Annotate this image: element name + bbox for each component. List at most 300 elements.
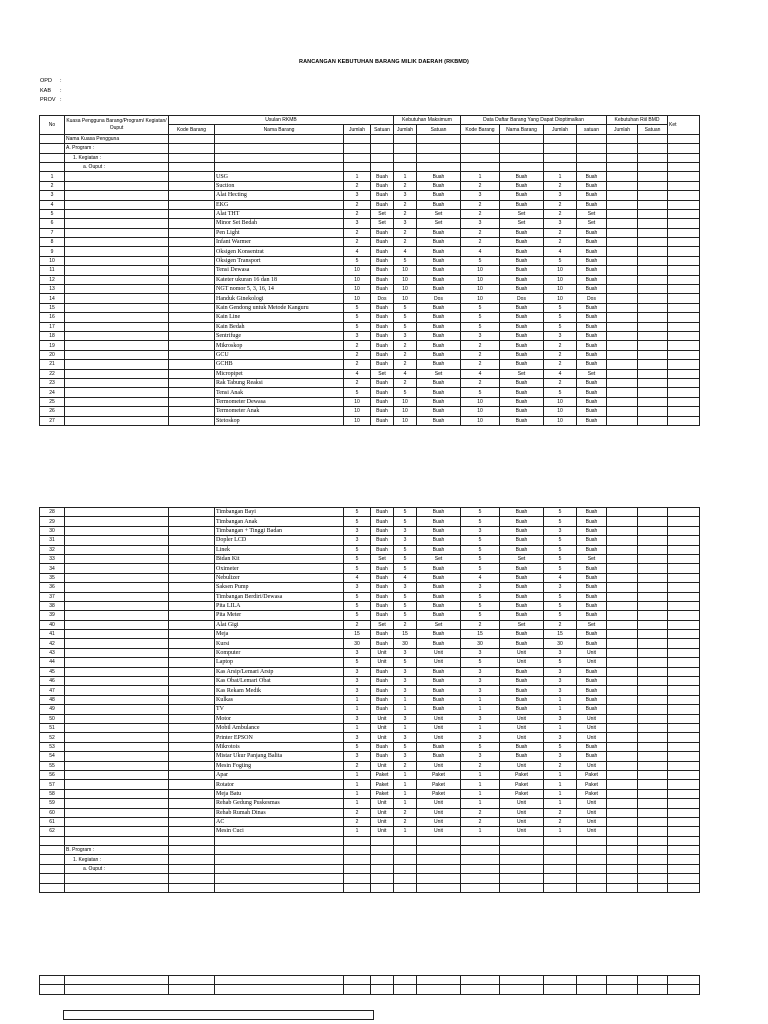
riil-jumlah	[607, 583, 638, 592]
empty-cell	[371, 883, 394, 892]
riil-satuan	[638, 592, 668, 601]
empty-cell	[461, 864, 500, 873]
riil-satuan: Buah	[577, 303, 607, 312]
kuasa-cell	[65, 761, 169, 770]
maks-jumlah: 5	[394, 517, 417, 526]
table-row	[40, 172, 700, 181]
optimal-jumlah: 2	[461, 341, 500, 350]
empty-cell	[344, 864, 371, 873]
optimal-jumlah: 3	[461, 667, 500, 676]
empty-cell	[215, 846, 344, 855]
riil-satuan: Buah	[577, 322, 607, 331]
row-no: 11	[40, 266, 65, 275]
riil-satuan	[638, 545, 668, 554]
riil-satuan: Paket	[577, 789, 607, 798]
kode-barang-cell	[169, 601, 215, 610]
usulan-jumlah: 2	[344, 341, 371, 350]
ket-cell	[668, 808, 700, 817]
nama-barang-cell: Alat Gigi	[215, 620, 344, 629]
empty-cell	[638, 144, 668, 153]
empty-cell	[215, 153, 344, 162]
empty-cell	[344, 976, 371, 985]
table-row	[40, 228, 700, 237]
riil-satuan	[638, 322, 668, 331]
table-row	[40, 294, 700, 303]
maks-satuan: Buah	[417, 526, 461, 535]
riil-jumlah	[607, 817, 638, 826]
empty-cell	[607, 883, 638, 892]
riil-satuan: Buah	[577, 705, 607, 714]
usulan-satuan: Buah	[371, 228, 394, 237]
usulan-satuan: Unit	[371, 799, 394, 808]
riil-satuan	[638, 350, 668, 359]
nama-barang-cell: Meja	[215, 630, 344, 639]
riil-jumlah: 4	[544, 573, 577, 582]
nama-barang-cell: Apar	[215, 770, 344, 779]
riil-satuan: Buah	[577, 752, 607, 761]
nama-barang-cell: Motor	[215, 714, 344, 723]
usulan-satuan: Buah	[371, 397, 394, 406]
riil-jumlah	[607, 209, 638, 218]
optimal-satuan: Buah	[500, 416, 544, 425]
maks-jumlah: 1	[394, 695, 417, 704]
nama-barang-cell: Oximeter	[215, 564, 344, 573]
optimal-jumlah: 30	[461, 639, 500, 648]
empty-cell	[169, 846, 215, 855]
usulan-satuan: Buah	[371, 350, 394, 359]
usulan-satuan: Buah	[371, 526, 394, 535]
kode-barang-cell	[169, 592, 215, 601]
riil-jumlah: 5	[544, 742, 577, 751]
riil-jumlah	[607, 630, 638, 639]
riil-jumlah: 10	[544, 407, 577, 416]
row-no: 36	[40, 583, 65, 592]
usulan-jumlah: 1	[344, 789, 371, 798]
optimal-jumlah: 2	[461, 761, 500, 770]
usulan-jumlah: 4	[344, 573, 371, 582]
empty-cell	[344, 883, 371, 892]
usulan-jumlah: 2	[344, 350, 371, 359]
maks-jumlah: 4	[394, 369, 417, 378]
empty-cell	[344, 985, 371, 994]
kuasa-cell	[65, 714, 169, 723]
row-no: 27	[40, 416, 65, 425]
table-row	[40, 630, 700, 639]
kode-barang-cell	[169, 827, 215, 836]
empty-cell	[371, 976, 394, 985]
nama-barang-cell: Timbangan Anak	[215, 517, 344, 526]
empty-cell	[607, 985, 638, 994]
nama-barang-cell: Rehab Rumah Dinas	[215, 808, 344, 817]
row-no: 47	[40, 686, 65, 695]
usulan-jumlah: 3	[344, 752, 371, 761]
kode-barang-cell	[169, 369, 215, 378]
kuasa-cell	[65, 350, 169, 359]
table-row	[40, 827, 700, 836]
ket-cell	[668, 658, 700, 667]
maks-jumlah: 2	[394, 200, 417, 209]
nama-barang-cell: Alat Hecting	[215, 191, 344, 200]
ket-cell	[668, 695, 700, 704]
riil-satuan: Buah	[577, 256, 607, 265]
riil-jumlah: 10	[544, 416, 577, 425]
kode-barang-cell	[169, 667, 215, 676]
maks-satuan: Paket	[417, 780, 461, 789]
ket-cell	[668, 761, 700, 770]
empty-cell	[638, 864, 668, 873]
usulan-satuan: Unit	[371, 648, 394, 657]
kuasa-cell	[65, 508, 169, 517]
kode-barang-cell	[169, 799, 215, 808]
riil-jumlah: 10	[544, 275, 577, 284]
usulan-jumlah: 5	[344, 508, 371, 517]
usulan-satuan: Buah	[371, 322, 394, 331]
ket-cell	[668, 360, 700, 369]
header-no: No	[40, 116, 65, 135]
usulan-jumlah: 15	[344, 630, 371, 639]
row-no: 41	[40, 630, 65, 639]
usulan-satuan: Unit	[371, 714, 394, 723]
ket-cell	[668, 397, 700, 406]
optimal-jumlah: 3	[461, 526, 500, 535]
usulan-jumlah: 3	[344, 677, 371, 686]
riil-satuan	[638, 191, 668, 200]
riil-satuan	[638, 761, 668, 770]
riil-satuan: Buah	[577, 508, 607, 517]
usulan-jumlah: 5	[344, 554, 371, 563]
riil-jumlah: 5	[544, 601, 577, 610]
riil-jumlah	[607, 378, 638, 387]
optimal-satuan: Set	[500, 554, 544, 563]
riil-jumlah	[607, 808, 638, 817]
row-no: 16	[40, 313, 65, 322]
usulan-jumlah: 2	[344, 181, 371, 190]
usulan-jumlah: 10	[344, 294, 371, 303]
ket-cell	[668, 554, 700, 563]
kuasa-cell	[65, 247, 169, 256]
maks-satuan: Buah	[417, 303, 461, 312]
row-no: 21	[40, 360, 65, 369]
riil-jumlah	[607, 554, 638, 563]
riil-jumlah	[607, 285, 638, 294]
row-no: 62	[40, 827, 65, 836]
riil-jumlah	[607, 350, 638, 359]
empty-cell	[461, 153, 500, 162]
empty-cell	[500, 144, 544, 153]
maks-jumlah: 1	[394, 770, 417, 779]
nama-barang-cell: Suction	[215, 181, 344, 190]
empty-cell	[544, 153, 577, 162]
usulan-jumlah: 5	[344, 611, 371, 620]
empty-cell	[607, 976, 638, 985]
maks-jumlah: 1	[394, 827, 417, 836]
riil-satuan: Set	[577, 369, 607, 378]
usulan-satuan: Buah	[371, 238, 394, 247]
optimal-jumlah: 3	[461, 219, 500, 228]
riil-jumlah: 2	[544, 350, 577, 359]
riil-jumlah: 4	[544, 247, 577, 256]
empty-cell	[371, 836, 394, 845]
riil-satuan	[638, 331, 668, 340]
kuasa-cell	[65, 526, 169, 535]
kuasa-cell	[65, 611, 169, 620]
maks-satuan: Buah	[417, 378, 461, 387]
riil-satuan: Unit	[577, 733, 607, 742]
ket-cell	[668, 611, 700, 620]
nama-barang-cell: USG	[215, 172, 344, 181]
empty-cell	[394, 153, 417, 162]
usulan-jumlah: 30	[344, 639, 371, 648]
maks-satuan: Buah	[417, 677, 461, 686]
maks-jumlah: 2	[394, 350, 417, 359]
usulan-jumlah: 2	[344, 620, 371, 629]
table-row	[40, 733, 700, 742]
riil-jumlah: 5	[544, 303, 577, 312]
table-row	[40, 416, 700, 425]
table-row	[40, 191, 700, 200]
maks-satuan: Unit	[417, 799, 461, 808]
riil-satuan	[638, 369, 668, 378]
ket-cell	[668, 686, 700, 695]
ket-cell	[668, 789, 700, 798]
optimal-jumlah: 2	[461, 360, 500, 369]
empty-cell	[215, 976, 344, 985]
empty-cell	[40, 144, 65, 153]
row-no: 14	[40, 294, 65, 303]
usulan-jumlah: 2	[344, 360, 371, 369]
maks-satuan: Buah	[417, 601, 461, 610]
kuasa-cell	[65, 658, 169, 667]
usulan-jumlah: 5	[344, 545, 371, 554]
table-row	[40, 761, 700, 770]
row-no: 57	[40, 780, 65, 789]
header-satuan: Satuan	[417, 125, 461, 134]
empty-cell	[668, 153, 700, 162]
empty-cell	[638, 855, 668, 864]
ket-cell	[668, 601, 700, 610]
usulan-satuan: Buah	[371, 592, 394, 601]
rkbmd-table-page2	[39, 507, 700, 893]
usulan-satuan: Buah	[371, 705, 394, 714]
optimal-jumlah: 10	[461, 285, 500, 294]
optimal-satuan: Buah	[500, 686, 544, 695]
kode-barang-cell	[169, 360, 215, 369]
riil-satuan	[638, 808, 668, 817]
riil-jumlah: 1	[544, 827, 577, 836]
table-row	[40, 388, 700, 397]
empty-cell	[638, 985, 668, 994]
kode-barang-cell	[169, 658, 215, 667]
ket-cell	[668, 592, 700, 601]
usulan-jumlah: 2	[344, 228, 371, 237]
nama-barang-cell: Minor Set Bedah	[215, 219, 344, 228]
usulan-satuan: Buah	[371, 508, 394, 517]
optimal-satuan: Buah	[500, 583, 544, 592]
riil-satuan	[638, 677, 668, 686]
maks-satuan: Buah	[417, 564, 461, 573]
empty-cell	[668, 162, 700, 171]
kuasa-cell	[65, 331, 169, 340]
riil-jumlah: 5	[544, 517, 577, 526]
riil-jumlah: 2	[544, 209, 577, 218]
optimal-satuan: Buah	[500, 388, 544, 397]
usulan-satuan: Unit	[371, 723, 394, 732]
optimal-jumlah: 10	[461, 266, 500, 275]
row-no: 45	[40, 667, 65, 676]
maks-satuan: Buah	[417, 573, 461, 582]
usulan-jumlah: 5	[344, 564, 371, 573]
kode-barang-cell	[169, 723, 215, 732]
riil-jumlah: 5	[544, 554, 577, 563]
optimal-satuan: Unit	[500, 714, 544, 723]
maks-satuan: Buah	[417, 191, 461, 200]
riil-satuan	[638, 228, 668, 237]
maks-satuan: Buah	[417, 341, 461, 350]
empty-cell	[638, 836, 668, 845]
riil-satuan: Buah	[577, 266, 607, 275]
usulan-satuan: Buah	[371, 686, 394, 695]
meta-label: OPD	[40, 78, 52, 84]
table-row	[40, 583, 700, 592]
kuasa-cell	[65, 770, 169, 779]
riil-jumlah	[607, 517, 638, 526]
riil-jumlah: 3	[544, 714, 577, 723]
maks-jumlah: 5	[394, 508, 417, 517]
riil-satuan	[638, 247, 668, 256]
riil-jumlah: 5	[544, 564, 577, 573]
riil-satuan: Buah	[577, 247, 607, 256]
riil-jumlah	[607, 714, 638, 723]
maks-jumlah: 3	[394, 583, 417, 592]
optimal-satuan: Buah	[500, 303, 544, 312]
optimal-jumlah: 5	[461, 388, 500, 397]
maks-jumlah: 2	[394, 181, 417, 190]
kuasa-cell	[65, 181, 169, 190]
empty-cell	[169, 144, 215, 153]
table-row	[40, 275, 700, 284]
empty-cell	[500, 836, 544, 845]
riil-satuan	[638, 742, 668, 751]
optimal-satuan: Buah	[500, 285, 544, 294]
riil-jumlah: 3	[544, 583, 577, 592]
optimal-satuan: Buah	[500, 256, 544, 265]
maks-satuan: Unit	[417, 648, 461, 657]
maks-jumlah: 5	[394, 554, 417, 563]
kode-barang-cell	[169, 508, 215, 517]
maks-satuan: Buah	[417, 686, 461, 695]
maks-jumlah: 5	[394, 545, 417, 554]
empty-cell	[577, 144, 607, 153]
empty-cell	[461, 985, 500, 994]
kuasa-cell	[65, 742, 169, 751]
empty-cell	[607, 846, 638, 855]
maks-satuan: Unit	[417, 733, 461, 742]
nama-barang-cell: Kursi	[215, 639, 344, 648]
ket-cell	[668, 378, 700, 387]
optimal-satuan: Buah	[500, 247, 544, 256]
optimal-jumlah: 2	[461, 238, 500, 247]
riil-satuan	[638, 285, 668, 294]
maks-satuan: Buah	[417, 181, 461, 190]
maks-jumlah: 2	[394, 238, 417, 247]
header-ket: Ket	[668, 116, 700, 135]
row-no: 39	[40, 611, 65, 620]
usulan-satuan: Buah	[371, 266, 394, 275]
optimal-jumlah: 5	[461, 601, 500, 610]
empty-cell	[638, 134, 668, 143]
optimal-satuan: Dos	[500, 294, 544, 303]
empty-cell	[215, 836, 344, 845]
riil-jumlah: 3	[544, 648, 577, 657]
optimal-jumlah: 2	[461, 228, 500, 237]
empty-cell	[169, 874, 215, 883]
usulan-jumlah: 1	[344, 799, 371, 808]
riil-satuan: Buah	[577, 360, 607, 369]
riil-jumlah	[607, 658, 638, 667]
kode-barang-cell	[169, 247, 215, 256]
kode-barang-cell	[169, 517, 215, 526]
riil-jumlah: 5	[544, 592, 577, 601]
riil-jumlah: 2	[544, 238, 577, 247]
kode-barang-cell	[169, 378, 215, 387]
empty-cell	[40, 985, 65, 994]
row-no: 25	[40, 397, 65, 406]
maks-satuan: Buah	[417, 331, 461, 340]
riil-jumlah	[607, 564, 638, 573]
empty-cell	[668, 134, 700, 143]
row-no: 30	[40, 526, 65, 535]
riil-jumlah: 2	[544, 200, 577, 209]
maks-jumlah: 5	[394, 742, 417, 751]
riil-satuan: Buah	[577, 407, 607, 416]
riil-satuan	[638, 200, 668, 209]
empty-cell	[417, 144, 461, 153]
empty-cell	[577, 855, 607, 864]
usulan-satuan: Buah	[371, 573, 394, 582]
usulan-jumlah: 2	[344, 378, 371, 387]
empty-cell	[394, 846, 417, 855]
optimal-jumlah: 5	[461, 658, 500, 667]
maks-jumlah: 3	[394, 733, 417, 742]
row-no: 54	[40, 752, 65, 761]
maks-jumlah: 3	[394, 752, 417, 761]
riil-satuan: Set	[577, 620, 607, 629]
ket-cell	[668, 388, 700, 397]
nama-barang-cell: Mesin Fogiing	[215, 761, 344, 770]
kuasa-cell	[65, 789, 169, 798]
optimal-satuan: Buah	[500, 341, 544, 350]
kuasa-cell	[65, 554, 169, 563]
ket-cell	[668, 508, 700, 517]
ket-cell	[668, 705, 700, 714]
riil-satuan: Buah	[577, 350, 607, 359]
empty-cell	[40, 976, 65, 985]
row-no: 51	[40, 723, 65, 732]
row-no: 20	[40, 350, 65, 359]
usulan-satuan: Buah	[371, 677, 394, 686]
riil-jumlah	[607, 388, 638, 397]
nama-barang-cell: Alat THT	[215, 209, 344, 218]
ket-cell	[668, 573, 700, 582]
optimal-jumlah: 2	[461, 200, 500, 209]
riil-satuan: Buah	[577, 238, 607, 247]
riil-jumlah	[607, 789, 638, 798]
riil-satuan: Unit	[577, 817, 607, 826]
kuasa-cell	[65, 545, 169, 554]
usulan-jumlah: 3	[344, 583, 371, 592]
maks-satuan: Buah	[417, 397, 461, 406]
riil-satuan	[638, 172, 668, 181]
